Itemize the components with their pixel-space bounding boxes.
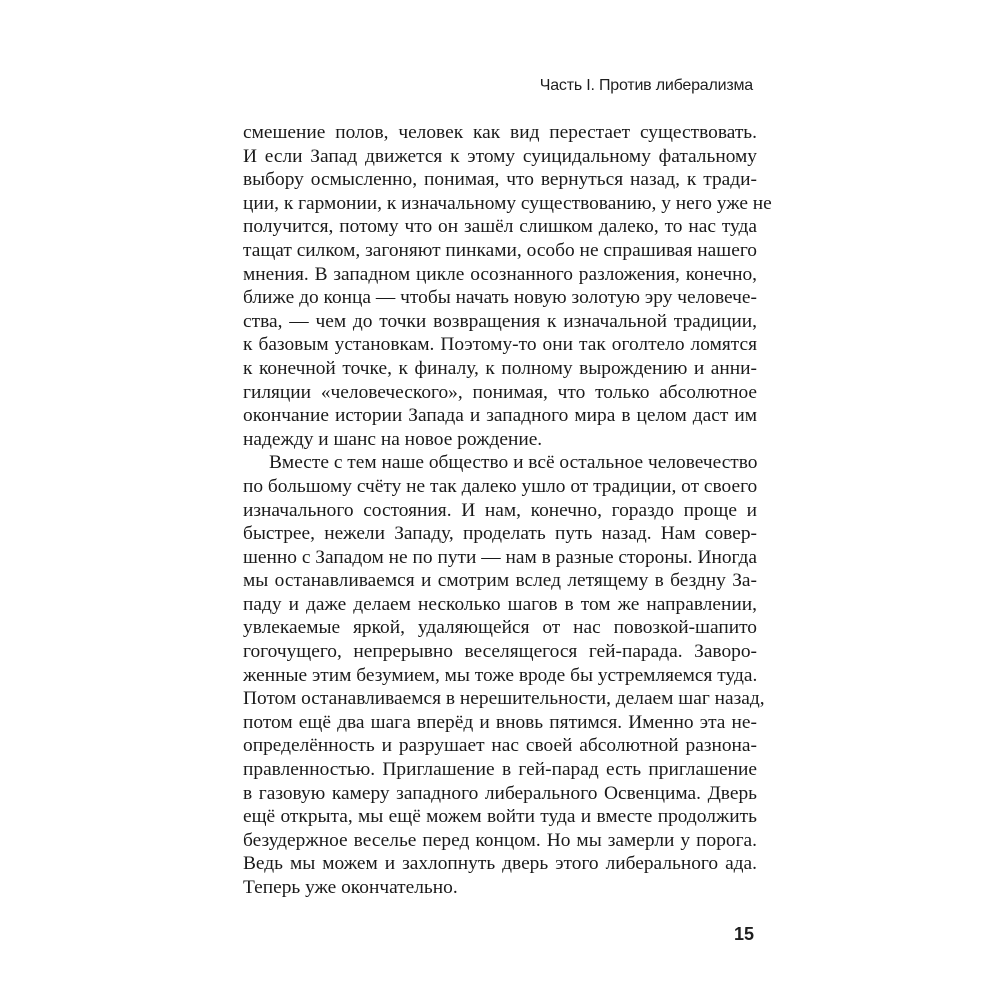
text-line: шенно с Западом не по пути — нам в разные стороны. Иногда <box>243 546 757 568</box>
text-line: Теперь уже окончательно. <box>243 877 458 898</box>
text-line: надежду и шанс на новое рождение. <box>243 428 543 450</box>
text-line: по большому счёту не так далеко ушло от традиции, от своего <box>243 475 758 497</box>
text-line: ближе до конца — чтобы начать новую золотую эру человече- <box>243 287 757 309</box>
text-line: получится, потому что он зашёл слишком далеко, то нас туда <box>243 216 757 238</box>
text-line: ства, — чем до точки возвращения к изначальной традиции, <box>243 310 757 332</box>
text-line: мнения. В западном цикле осознанного разложения, конечно, <box>243 263 757 285</box>
text-line: И если Запад движется к этому суицидальному фатальному <box>243 145 757 167</box>
text-line: увлекаемые яркой, удаляющейся от нас повозкой-шапито <box>243 617 757 639</box>
page-number: 15 <box>733 924 754 944</box>
text-line: Вместе с тем наше общество и всё остальное человечество <box>269 452 758 474</box>
text-line: ещё открыта, мы ещё можем войти туда и вместе продолжить <box>243 806 757 828</box>
text-line: смешение полов, человек как вид перестает существовать. <box>243 122 757 143</box>
text-line: к базовым установкам. Поэтому-то они так оголтело ломятся <box>243 334 757 356</box>
text-line: в газовую камеру западного либерального Освенцима. Дверь <box>243 782 757 804</box>
text-line: Потом останавливаемся в нерешительности, делаем шаг назад, <box>243 688 765 710</box>
text-line: правленностью. Приглашение в гей-парад есть приглашение <box>243 759 757 781</box>
text-line: женные этим безумием, мы тоже вроде бы устремляемся туда. <box>243 664 758 686</box>
text-line: быстрее, нежели Западу, проделать путь назад. Нам совер- <box>243 523 757 545</box>
text-line: мы останавливаемся и смотрим вслед летящему в бездну За- <box>243 570 757 592</box>
text-line: к конечной точке, к финалу, к полному вырождению и анни- <box>243 357 757 379</box>
text-line: гиляции «человеческого», понимая, что только абсолютное <box>243 381 757 403</box>
text-line: ции, к гармонии, к изначальному существованию, у него уже не <box>243 192 772 214</box>
text-line: определённость и разрушает нас своей абсолютной разнона- <box>243 735 757 757</box>
running-head: Часть I. Против либерализма <box>539 77 753 94</box>
text-line: безудержное веселье перед концом. Но мы замерли у порога. <box>243 829 757 851</box>
paragraph <box>243 451 765 899</box>
text-line: паду и даже делаем несколько шагов в том же направлении, <box>243 593 757 615</box>
text-line: выбору осмысленно, понимая, что вернуться назад, к тради- <box>243 169 757 191</box>
paragraph <box>243 121 772 451</box>
text-line: Ведь мы можем и захлопнуть дверь этого либерального ада. <box>243 853 757 875</box>
text-line: изначального состояния. И нам, конечно, гораздо проще и <box>243 499 757 521</box>
body-text <box>243 121 772 900</box>
text-line: потом ещё два шага вперёд и вновь пятимся. Именно эта не- <box>243 711 757 733</box>
text-line: гогочущего, непрерывно веселящегося гей-парада. Заворо- <box>243 641 757 663</box>
text-line: тащат силком, загоняют пинками, особо не спрашивая нашего <box>243 239 757 261</box>
text-line: окончание истории Запада и западного мира в целом даст им <box>243 405 757 427</box>
